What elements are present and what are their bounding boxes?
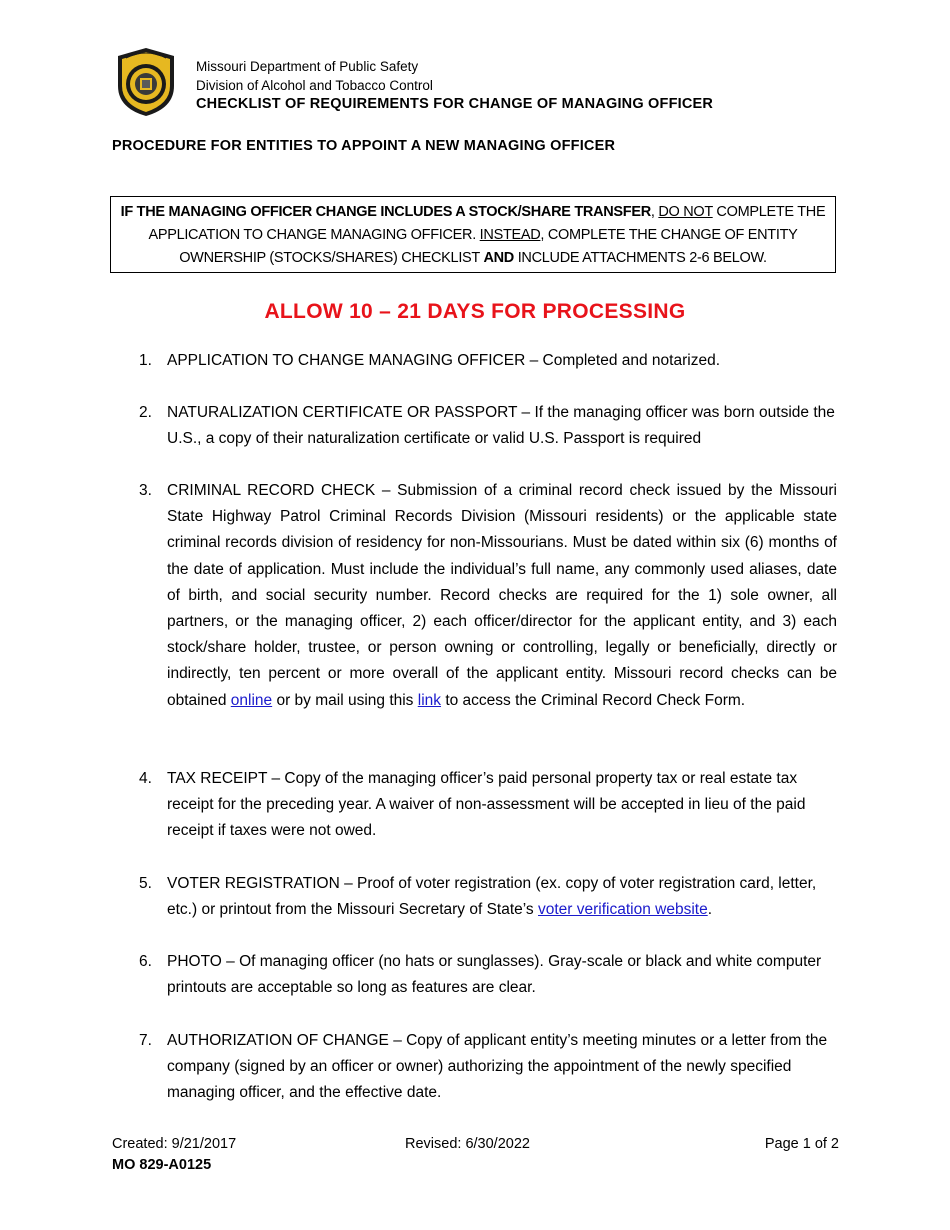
item-text-part: . <box>707 901 713 919</box>
item-text-part: VOTER REGISTRATION – Proof of voter registration (ex. copy of voter registration card, letter, etc.) or printout from the Missouri Secretary of State’s <box>167 875 817 919</box>
department-name: Missouri Department of Public Safety <box>196 59 419 74</box>
page-number: Page 1 of 2 <box>764 1136 839 1152</box>
item-text <box>167 478 837 714</box>
item-text: PHOTO – Of managing officer (no hats or sunglasses). Gray-scale or black and white computer printouts are acceptable so long as features are clear. <box>167 953 822 997</box>
form-number: MO 829-A0125 <box>112 1157 212 1173</box>
item-number: 2. <box>139 404 152 421</box>
item-text-part: to access the Criminal Record Check Form. <box>441 691 746 709</box>
criminal-record-form-link[interactable]: link <box>417 691 442 709</box>
item-number: 3. <box>139 482 152 499</box>
item-text: NATURALIZATION CERTIFICATE OR PASSPORT – If the managing officer was born outside the U.S., a copy of their naturalization certificate or valid U.S. Passport is required <box>167 404 835 448</box>
notice-instead: INSTEAD <box>479 227 541 243</box>
item-number: 1. <box>139 352 152 369</box>
item-number: 5. <box>139 875 152 892</box>
notice-and: AND <box>483 250 514 266</box>
notice-do-not: DO NOT <box>658 204 713 220</box>
division-name: Division of Alcohol and Tobacco Control <box>196 78 433 93</box>
created-date: Created: 9/21/2017 <box>112 1136 237 1152</box>
item-text-part: or by mail using this <box>272 691 418 709</box>
procedure-heading: PROCEDURE FOR ENTITIES TO APPOINT A NEW MANAGING OFFICER <box>112 138 616 154</box>
notice-text-2: , COMPLETE THE CHANGE OF ENTITY OWNERSHIP (STOCKS/SHARES) CHECKLIST <box>179 227 798 266</box>
item-text: TAX RECEIPT – Copy of the managing officer’s paid personal property tax or real estate tax receipt for the preceding year. A waiver of non-assessment will be accepted in lieu of the paid receipt if taxes were not owed. <box>167 770 806 840</box>
agency-header <box>196 57 713 114</box>
item-text: AUTHORIZATION OF CHANGE – Copy of applicant entity’s meeting minutes or a letter from the company (signed by an officer or owner) authorizing the appointment of the newly specified managing officer, and the effective date. <box>167 1032 828 1102</box>
voter-verification-link[interactable]: voter verification website <box>538 901 708 919</box>
agency-seal-logo <box>112 46 180 118</box>
item-number: 6. <box>139 953 152 970</box>
item-text <box>167 871 837 923</box>
item-text-part: CRIMINAL RECORD CHECK – Submission of a criminal record check issued by the Missouri State Highway Patrol Criminal Records Division (Missouri residents) or the applicable state criminal records division of residency for non-Missourians. Must be dated within six (6) months of the date of application. Must include the individual’s full name, any commonly used aliases, date of birth, and social security number. Record checks are required for the 1) sole owner, all partners, or the managing officer, 2) each officer/director for the applicant entity, and 3) each stock/share holder, trustee, or person owning or controlling, legally or beneficially, directly or indirectly, ten percent or more overall of the applicant entity. Missouri record checks can be obtained <box>167 482 837 709</box>
notice-bold-condition: IF THE MANAGING OFFICER CHANGE INCLUDES A STOCK/SHARE TRANSFER <box>120 204 651 220</box>
item-number: 7. <box>139 1032 152 1049</box>
online-link[interactable]: online <box>230 691 273 709</box>
item-number: 4. <box>139 770 152 787</box>
notice-text-3: INCLUDE ATTACHMENTS 2-6 BELOW. <box>513 250 767 266</box>
stock-transfer-notice <box>110 196 836 273</box>
item-text: APPLICATION TO CHANGE MANAGING OFFICER – Completed and notarized. <box>167 352 721 369</box>
notice-text-1: COMPLETE THE APPLICATION TO CHANGE MANAGING OFFICER. <box>148 204 826 243</box>
document-title: CHECKLIST OF REQUIREMENTS FOR CHANGE OF MANAGING OFFICER <box>196 96 714 112</box>
revised-date: Revised: 6/30/2022 <box>405 1136 530 1152</box>
processing-time-heading: ALLOW 10 – 21 DAYS FOR PROCESSING <box>264 300 686 323</box>
notice-comma: , <box>650 204 659 220</box>
